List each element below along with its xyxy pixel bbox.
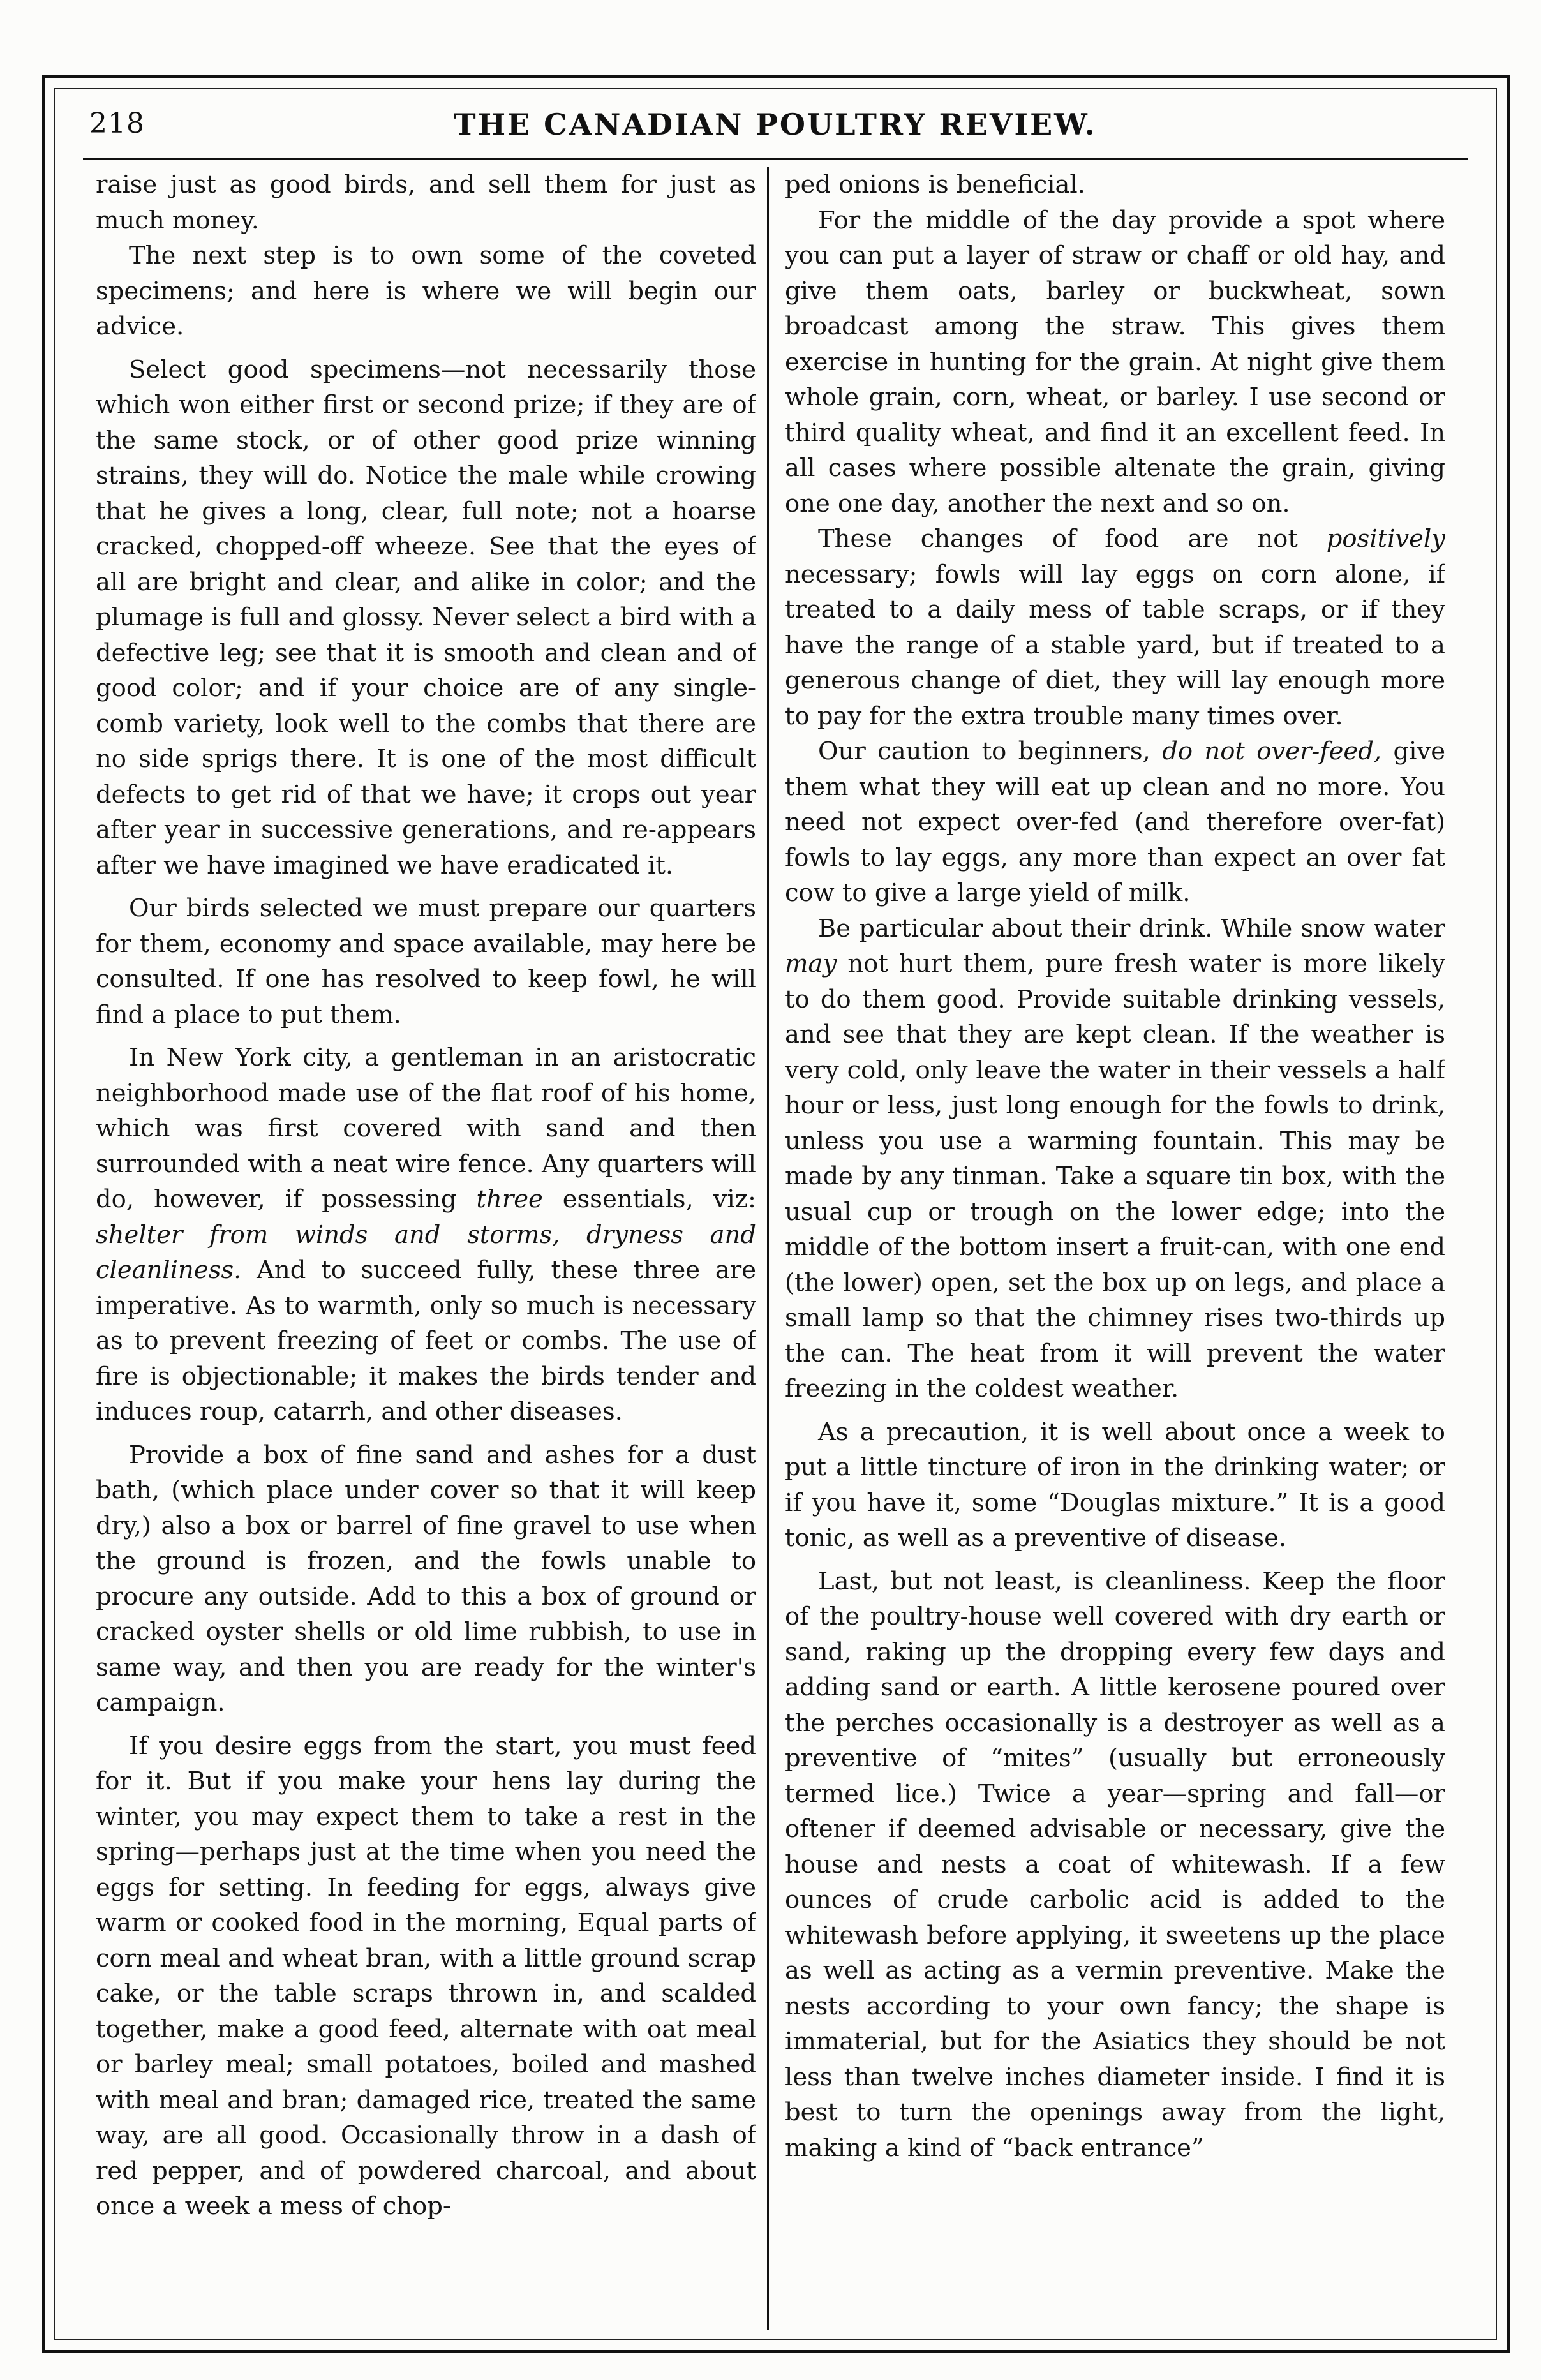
paragraph xyxy=(785,911,1445,1407)
paragraph-text: not hurt them, pure fresh water is more likely to do them good. Provide suitable drinking vessels, and see that they are kept clean. If the weather is very cold, only leave the water in their vessels a half hour or less, just long enough for the fowls to drink, unless you use a warming fountain. This may be made by any tinman. Take a square tin box, with the usual cup or trough on the lower edge; into the middle of the bottom insert a fruit-can, with one end (the lower) open, set the box up on legs, and place a small lamp so that the chimney rises two-thirds up the can. The heat from it will prevent the water freezing in the coldest weather. xyxy=(785,949,1445,1403)
paragraph-text: Our caution to beginners, xyxy=(818,737,1163,766)
emphasis-text: positively xyxy=(1326,524,1445,553)
paragraph: For the middle of the day provide a spot where you can put a layer of straw or chaff or old hay, and give them oats, barley or buckwheat, sown broadcast among the straw. This gives them exercise in hunting for the grain. At night give them whole grain, corn, wheat, or barley. I use second or third quality wheat, and find it an excellent feed. In all cases where possible altenate the grain, giving one one day, another the next and so on. xyxy=(785,205,1445,518)
paragraph-text: give them what they will eat up clean and no more. You need not expect over-fed (and therefore over-fat) fowls to lay eggs, any more than expect an over fat cow to give a large yield of milk. xyxy=(785,737,1445,907)
paragraph-text: essentials, viz: xyxy=(542,1185,756,1214)
paragraph-text: These changes of food are not xyxy=(818,524,1327,553)
paragraph: If you desire eggs from the start, you must feed for it. But if you make your hens lay during the winter, you may expect them to take a rest in the spring—perhaps just at the time when you need the eggs for setting. In feeding for eggs, always give warm or cooked food in the morning, Equal parts of corn meal and wheat bran, with a little ground scrap cake, or the table scraps thrown in, and scalded together, make a good feed, alternate with oat meal or barley meal; small potatoes, boiled and mashed with meal and bran; damaged rice, treated the same way, are all good. Occasionally throw in a dash of red pepper, and of powdered charcoal, and about once a week a mess of chop- xyxy=(96,1731,756,2220)
paragraph-text: And to succeed fully, these three are imperative. As to warmth, only so much is necessary as to prevent freezing of feet or combs. The use of fire is objectionable; it makes the birds tender and induces roup, catarrh, and other diseases. xyxy=(96,1256,756,1426)
header-rule xyxy=(83,158,1468,160)
column-divider xyxy=(767,167,769,2330)
paragraph: raise just as good birds, and sell them for just as much money. xyxy=(96,170,756,235)
paragraph: The next step is to own some of the coveted specimens; and here is where we will begin our advice. xyxy=(96,241,756,341)
paragraph: Our birds selected we must prepare our quarters for them, economy and space available, may here be consulted. If one has resolved to keep fowl, he will find a place to put them. xyxy=(96,894,756,1029)
emphasis-text: may xyxy=(785,949,837,978)
paragraph: Provide a box of fine sand and ashes for a dust bath, (which place under cover so that it will keep dry,) also a box or barrel of fine gravel to use when the ground is frozen, and the fowls unable to procure any outside. Add to this a box of ground or cracked oyster shells or old lime rubbish, to use in same way, and then you are ready for the winter's campaign. xyxy=(96,1440,756,1717)
paragraph: Last, but not least, is cleanliness. Keep the floor of the poultry-house well covered with dry earth or sand, raking up the dropping every few days and adding sand or earth. A little kerosene poured over the perches occasionally is a destroyer as well as a preventive of “mites” (usually but erroneously termed lice.) Twice a year—spring and fall—or oftener if deemed advisable or necessary, give the house and nests a coat of whitewash. If a few ounces of crude carbolic acid is added to the whitewash before applying, it sweetens up the place as well as acting as a vermin preventive. Make the nests according to your own fancy; the shape is immaterial, but for the Asiatics they should be not less than twelve inches diameter inside. I find it is best to turn the openings away from the light, making a kind of “back entrance” xyxy=(785,1566,1445,2162)
page-header xyxy=(89,96,1461,157)
paragraph-text: Be particular about their drink. While snow water xyxy=(818,914,1445,943)
page-number: 218 xyxy=(89,107,145,140)
emphasis-text: three xyxy=(476,1185,543,1214)
paragraph-text: In New York city, a gentleman in an aristocratic neighborhood made use of the flat roof of his home, which was first covered with sand and then surrounded with a neat wire fence. Any quarters will do, however, if possessing xyxy=(96,1043,756,1214)
left-column xyxy=(96,167,756,2330)
journal-title: THE CANADIAN POULTRY REVIEW. xyxy=(454,107,1097,142)
paragraph-text: necessary; fowls will lay eggs on corn alone, if treated to a daily mess of table scraps, or if they have the range of a stable yard, but if treated to a generous change of diet, they will lay enough more to pay for the extra trouble many times over. xyxy=(785,560,1445,731)
paragraph: ped onions is beneficial. xyxy=(785,170,1085,199)
right-column xyxy=(785,167,1445,2330)
article-body xyxy=(83,167,1468,2330)
emphasis-text: do not over-feed, xyxy=(1162,737,1382,766)
paragraph xyxy=(785,521,1445,734)
paragraph xyxy=(96,1040,756,1430)
paragraph: As a precaution, it is well about once a week to put a little tincture of iron in the drinking water; or if you have it, some “Douglas mixture.” It is a good tonic, as well as a preventive of disease. xyxy=(785,1417,1445,1552)
paragraph: Select good specimens—not necessarily those which won either first or second prize; if they are of the same stock, or of other good prize winning strains, they will do. Notice the male while crowing that he gives a long, clear, full note; not a hoarse cracked, chopped-off wheeze. See that the eyes of all are bright and clear, and alike in color; and the plumage is full and glossy. Never select a bird with a defective leg; see that it is smooth and clean and of good color; and if your choice are of any single-comb variety, look well to the combs that there are no side sprigs there. It is one of the most difficult defects to get rid of that we have; it crops out year after year in successive generations, and re-appears after we have imagined we have eradicated it. xyxy=(96,355,756,880)
paragraph xyxy=(785,734,1445,911)
emphasis-text: shelter from winds and storms, dryness and cleanliness. xyxy=(96,1220,756,1284)
